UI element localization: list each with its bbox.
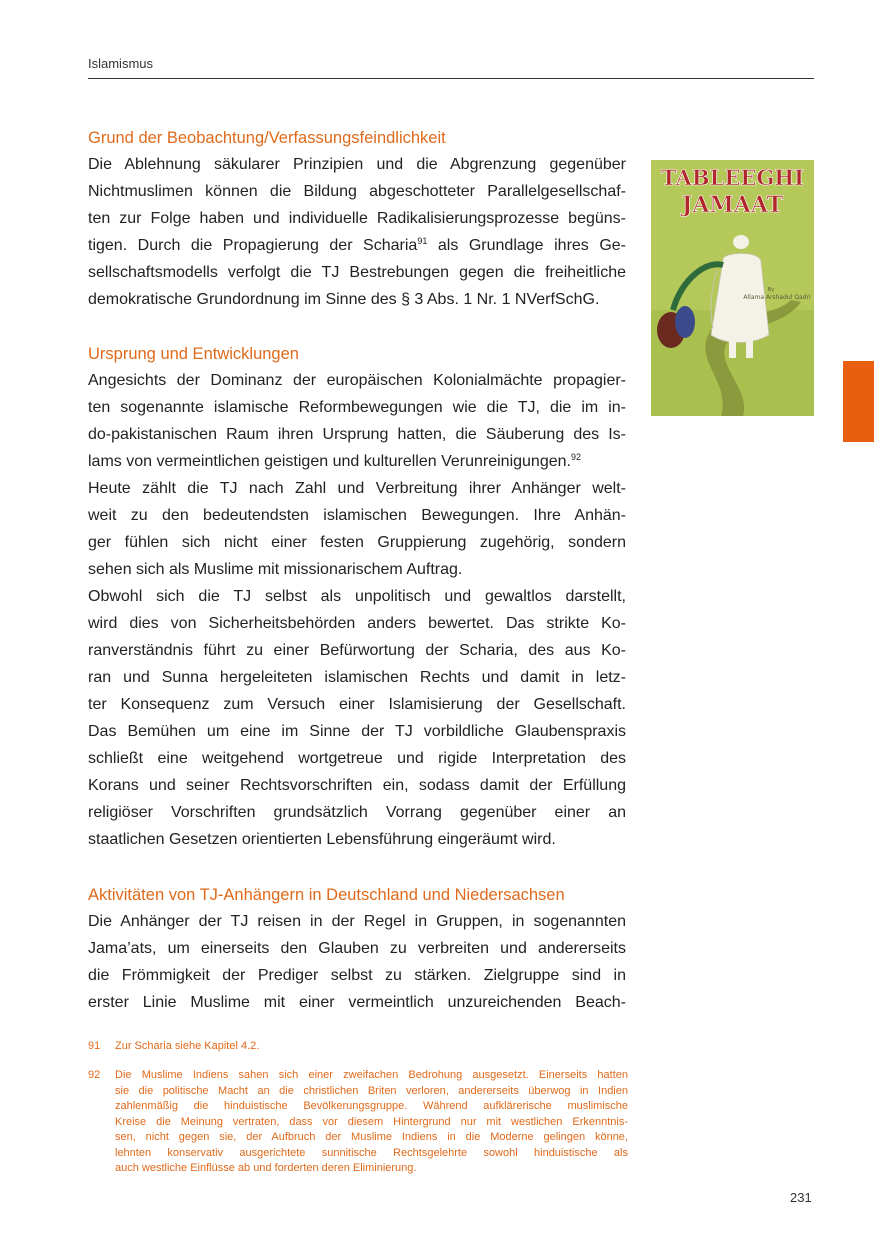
text-line: ter Konsequenz zum Versuch einer Islamisierung der Gesellschaft. — [88, 696, 626, 713]
figure-cap — [733, 235, 749, 249]
footnote-line: sen, nicht gegen sie, der Aufbruch der Muslime Indiens in die Moderne gelingen könne, — [115, 1131, 628, 1143]
chapter-tab-marker — [843, 361, 874, 442]
text-line: Das Bemühen um eine im Sinne der TJ vorbildliche Glaubenspraxis — [88, 723, 626, 740]
text-line: staatlichen Gesetzen orientierten Lebensführung eingeräumt wird. — [88, 831, 556, 848]
text-line: die Frömmigkeit der Prediger selbst zu stärken. Zielgruppe sind in — [88, 967, 626, 984]
text-line: Angesichts der Dominanz der europäischen Kolonialmächte propagier- — [88, 372, 626, 389]
text-line: sellschaftsmodells verfolgt die TJ Bestrebungen gegen die freiheitliche — [88, 264, 626, 281]
text-line: ten zur Folge haben und individuelle Radikalisierungsprozesse begüns- — [88, 210, 626, 227]
footnote-line: zahlenmäßig die hinduistische Bevölkerungsgruppe. Während aufklärerische muslimische — [115, 1100, 628, 1112]
text-line: schließt eine weitgehend wortgetreue und rigide Interpretation des — [88, 750, 626, 767]
text-line: religiöser Vorschriften grundsätzlich Vorrang gegenüber einer an — [88, 804, 626, 821]
footnote-line: Die Muslime Indiens sahen sich einer zweifachen Bedrohung ausgesetzt. Einerseits hatten — [115, 1069, 628, 1081]
figure-leg — [746, 336, 753, 358]
footnote-line: sie die politische Macht an die christlichen Briten verloren, andererseits überwog in Indien — [115, 1084, 628, 1097]
text-line: ger fühlen sich nicht einer festen Gruppierung zugehörig, sondern — [88, 534, 626, 551]
text-line: sehen sich als Muslime mit missionarischem Auftrag. — [88, 561, 463, 578]
text-line: Jama’ats, um einerseits den Glauben zu verbreiten und andererseits — [88, 940, 626, 957]
text-line: ran und Sunna hergeleiteten islamischen Rechts und damit in letz- — [88, 669, 626, 686]
page-number: 231 — [790, 1190, 812, 1205]
figure-bag — [675, 306, 695, 338]
footnote-line: Kreise die Meinung vertraten, dass vor diesem Hintergrund nur mit westlichen Erkenntnis- — [115, 1115, 628, 1128]
section-heading-activities: Aktivitäten von TJ-Anhängern in Deutschland und Niedersachsen — [88, 886, 565, 904]
text-line: Heute zählt die TJ nach Zahl und Verbreitung ihrer Anhänger welt- — [88, 480, 626, 497]
text-line-with-footnote — [88, 448, 626, 475]
text-line: Die Ablehnung säkularer Prinzipien und die Abgrenzung gegenüber — [88, 156, 626, 173]
running-header: Islamismus — [88, 56, 154, 71]
footnote-ref-91[interactable]: 91 — [417, 236, 428, 246]
text-fragment: lams von vermeintlichen geistigen und kulturellen Verunreinigungen. — [88, 453, 571, 470]
section-body-origin — [88, 367, 626, 853]
footnote-line: lehnten konservativ ausgerichtete sunnitische Rechtsgelehrte sowohl hinduistische als — [115, 1146, 628, 1159]
text-line: Korans und seiner Rechtsvorschriften ein, sodass damit der Erfüllung — [88, 777, 626, 794]
footnote-91 — [88, 1039, 628, 1055]
text-line: Die Anhänger der TJ reisen in der Regel in Gruppen, in sogenannten — [88, 913, 626, 930]
section-heading-observation: Grund der Beobachtung/Verfassungsfeindlichkeit — [88, 129, 446, 147]
text-line: demokratische Grundordnung im Sinne des § 3 Abs. 1 Nr. 1 NVerfSchG. — [88, 291, 600, 308]
text-line: Nichtmuslimen können die Bildung abgeschotteter Parallelgesellschaf- — [88, 183, 626, 200]
cover-title-line2: JAMAAT — [681, 192, 784, 218]
text-line: do-pakistanischen Raum ihren Ursprung hatten, die Säuberung des Is- — [88, 426, 626, 443]
footnote-line: auch westliche Einflüsse ab und forderten deren Eliminierung. — [115, 1162, 417, 1174]
text-fragment: als Grundlage ihres Ge- — [427, 237, 627, 254]
header-rule — [88, 78, 814, 79]
footnote-line: Zur Scharia siehe Kapitel 4.2. — [115, 1040, 260, 1052]
text-line: Obwohl sich die TJ selbst als unpolitisch und gewaltlos darstellt, — [88, 588, 626, 605]
footnote-92 — [88, 1068, 628, 1177]
figure-leg — [729, 336, 736, 358]
cover-author-prefix: By — [767, 287, 775, 293]
text-line: weit zu den bedeutendsten islamischen Bewegungen. Ihre Anhän- — [88, 507, 626, 524]
footnote-ref-92[interactable]: 92 — [570, 452, 581, 462]
text-line-with-footnote — [88, 232, 626, 259]
book-cover-image — [651, 160, 814, 416]
footnote-number: 91 — [88, 1040, 101, 1052]
text-line: erster Linie Muslime mit einer vermeintlich unzureichenden Beach- — [88, 994, 626, 1011]
cover-author: Allama Arshadul Qadri — [743, 294, 811, 301]
section-body-observation — [88, 151, 626, 313]
section-heading-origin: Ursprung und Entwicklungen — [88, 345, 299, 363]
text-line: ten sogenannte islamische Reformbewegungen wie die TJ, die im in- — [88, 399, 626, 416]
cover-title-line1: TABLEEGHI — [661, 165, 804, 190]
text-fragment: tigen. Durch die Propagierung der Scharia — [88, 237, 418, 254]
section-body-activities — [88, 908, 626, 1016]
text-line: ranverständnis führt zu einer Befürwortung der Scharia, des aus Ko- — [88, 642, 626, 659]
text-line: wird dies von Sicherheitsbehörden anders bewertet. Das strikte Ko- — [88, 615, 626, 632]
footnote-number: 92 — [88, 1069, 101, 1081]
